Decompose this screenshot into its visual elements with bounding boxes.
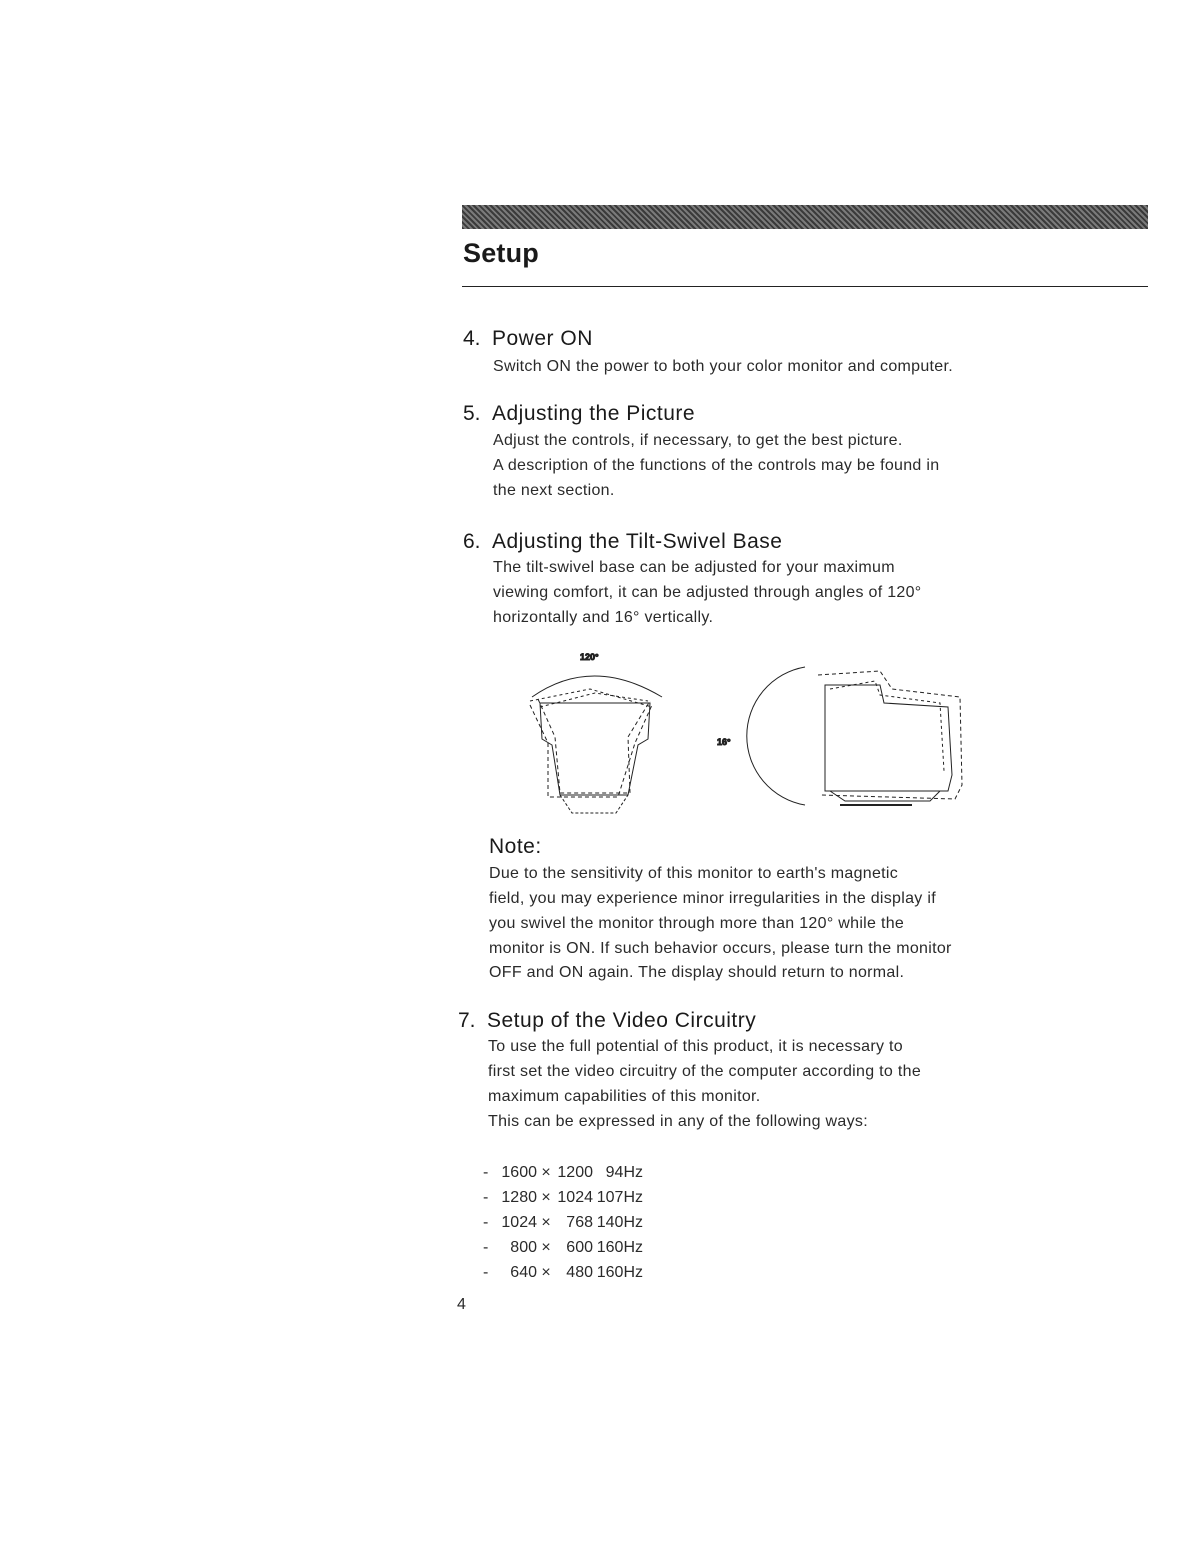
- body-text: maximum capabilities of this monitor.: [488, 1088, 761, 1105]
- times-sign: ×: [541, 1164, 551, 1181]
- refresh-rate: 160Hz: [596, 1239, 643, 1256]
- resolution-width: 640: [510, 1264, 537, 1281]
- header-bar: [462, 205, 1148, 229]
- row-dash: -: [483, 1164, 489, 1181]
- note-text: you swivel the monitor through more than 120° while the: [489, 915, 905, 932]
- tilt-arc: [747, 667, 805, 805]
- section-number: 7.: [458, 1009, 476, 1032]
- note-text: field, you may experience minor irregularities in the display if: [489, 890, 936, 907]
- page-title: Setup: [463, 238, 540, 268]
- note-text: monitor is ON. If such behavior occurs, please turn the monitor: [489, 940, 952, 957]
- refresh-rate: 140Hz: [596, 1214, 643, 1231]
- resolution-width: 1024: [501, 1214, 537, 1231]
- section-number: 5.: [463, 402, 481, 425]
- section-heading: Setup of the Video Circuitry: [487, 1009, 757, 1032]
- resolution-width: 1600: [501, 1164, 537, 1181]
- note-heading: Note:: [489, 835, 542, 858]
- page-number: 4: [457, 1296, 466, 1313]
- resolution-row: [483, 1235, 643, 1260]
- resolution-height: 768: [566, 1214, 593, 1231]
- tilt-swivel-figure: [500, 645, 980, 840]
- swivel-outline-right: [530, 705, 652, 797]
- body-text: Adjust the controls, if necessary, to get the best picture.: [493, 432, 903, 449]
- row-dash: -: [483, 1264, 489, 1281]
- row-dash: -: [483, 1189, 489, 1206]
- resolution-height: 600: [566, 1239, 593, 1256]
- refresh-rate: 94Hz: [605, 1164, 643, 1181]
- times-sign: ×: [541, 1239, 551, 1256]
- resolution-height: 1200: [557, 1164, 593, 1181]
- body-text: first set the video circuitry of the computer according to the: [488, 1063, 922, 1080]
- swivel-monitor-front: [540, 703, 650, 795]
- tilt-outline-forward: [830, 681, 944, 771]
- resolution-height: 1024: [557, 1189, 593, 1206]
- body-text: This can be expressed in any of the following ways:: [488, 1113, 868, 1130]
- title-divider: [462, 286, 1148, 287]
- row-dash: -: [483, 1214, 489, 1231]
- times-sign: ×: [541, 1189, 551, 1206]
- body-text: horizontally and 16° vertically.: [493, 609, 714, 626]
- body-text: viewing comfort, it can be adjusted through angles of 120°: [493, 584, 922, 601]
- resolution-list: [483, 1160, 643, 1285]
- swivel-base: [560, 795, 628, 813]
- body-text: A description of the functions of the controls may be found in: [493, 457, 940, 474]
- times-sign: ×: [541, 1214, 551, 1231]
- note-text: OFF and ON again. The display should return to normal.: [489, 964, 905, 981]
- swivel-diagram: [530, 652, 662, 813]
- refresh-rate: 160Hz: [596, 1264, 643, 1281]
- section-number: 4.: [463, 327, 481, 350]
- refresh-rate: 107Hz: [596, 1189, 643, 1206]
- body-text: The tilt-swivel base can be adjusted for your maximum: [493, 559, 895, 576]
- swivel-top-dash: [530, 689, 652, 707]
- swivel-arc: [532, 676, 662, 697]
- tilt-angle-label: 16°: [717, 737, 731, 747]
- swivel-outline-left: [538, 699, 650, 793]
- swivel-top-dash-2: [540, 693, 648, 707]
- section-heading: Adjusting the Tilt-Swivel Base: [492, 530, 783, 553]
- resolution-row: [483, 1185, 643, 1210]
- body-text: To use the full potential of this product, it is necessary to: [488, 1038, 903, 1055]
- section-number: 6.: [463, 530, 481, 553]
- section-heading: Adjusting the Picture: [492, 402, 696, 425]
- times-sign: ×: [541, 1264, 551, 1281]
- resolution-row: [483, 1210, 643, 1235]
- resolution-height: 480: [566, 1264, 593, 1281]
- row-dash: -: [483, 1239, 489, 1256]
- body-text: the next section.: [493, 482, 615, 499]
- tilt-outline-back: [818, 671, 962, 799]
- resolution-row: [483, 1260, 643, 1285]
- section-heading: Power ON: [492, 327, 593, 350]
- note-text: Due to the sensitivity of this monitor to earth's magnetic: [489, 865, 899, 882]
- resolution-width: 800: [510, 1239, 537, 1256]
- resolution-width: 1280: [501, 1189, 537, 1206]
- tilt-monitor-side: [825, 685, 952, 791]
- resolution-row: [483, 1160, 643, 1185]
- swivel-angle-label: 120°: [580, 652, 599, 662]
- tilt-diagram: [717, 667, 962, 805]
- body-text: Switch ON the power to both your color monitor and computer.: [493, 358, 953, 375]
